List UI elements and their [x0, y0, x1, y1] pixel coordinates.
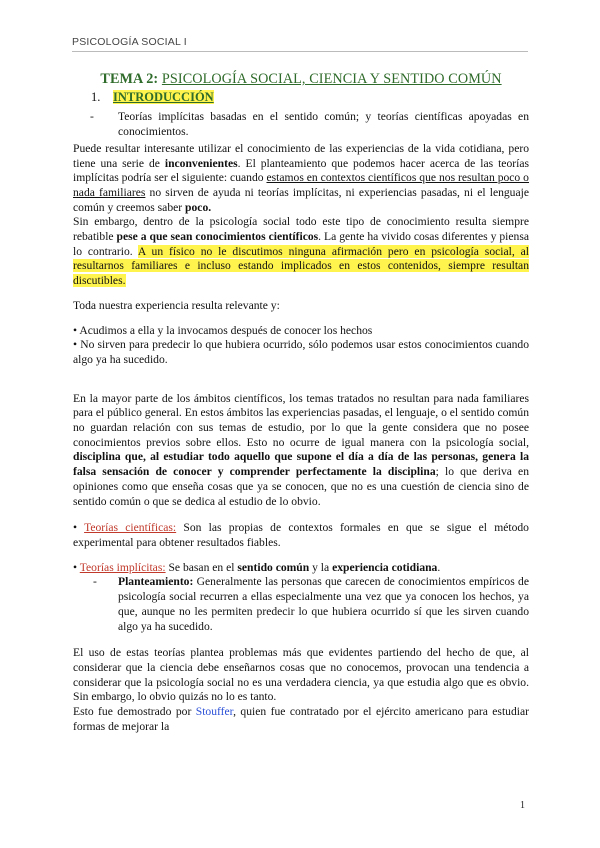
title-prefix: TEMA 2:	[100, 71, 159, 87]
p1-text-a: Puede resultar interesante utilizar el conocimiento de las experiencias de la vida cotidiana, pero tiene una serie de	[73, 141, 529, 170]
document-body	[73, 70, 529, 734]
section-title: INTRODUCCIÓN	[113, 89, 214, 104]
stouffer-name: Stouffer	[195, 705, 234, 719]
bullet-marker: •	[73, 521, 78, 535]
p2-text-a: Sin embargo, dentro de la psicología social todo este tipo de conocimiento resulta siempre rebatible	[73, 215, 529, 244]
spacer	[73, 289, 529, 299]
intro-bullet	[73, 110, 529, 139]
p4-text-c: ; lo que deriva en opiniones como que enseña cosas que ya se conocen, que no es una cuestión de ciencia sino de sentido común o que se dedica al estudio de lo obvio.	[73, 465, 530, 508]
paragraph-ambitos-cientificos	[73, 392, 529, 510]
p2-text-c: . La gente ha vivido cosas diferentes y piensa lo contrario.	[73, 230, 529, 258]
dash-marker: -	[93, 575, 97, 589]
p6-text-c: , quien fue contratado por el ejército americano para estudiar formas de mejorar la	[73, 705, 529, 733]
p2-bold: pese a que sean conocimientos científicos	[116, 230, 319, 244]
section-heading-introduccion	[91, 90, 529, 105]
paragraph-experiencia: Toda nuestra experiencia resulta relevante y:	[73, 298, 280, 312]
running-header: PSICOLOGÍA SOCIAL I	[72, 36, 528, 52]
item-teorias-cientificas	[73, 521, 529, 550]
paragraph-uso-teorias: El uso de estas teorías plantea problemas más que evidentes partiendo del hecho de que, al considerar que la ciencia debe enseñarnos cosas que no conocemos, provocan una tendencia a considerar que la psicología social no es una verdadera ciencia, ya que estudia algo que es obvio. Sin embargo, lo obvio quizás no lo es tanto.	[73, 646, 529, 704]
list-item: • No sirven para predecir lo que hubiera ocurrido, sólo podemos usar estos conocimientos cuando algo ya ha sucedido.	[73, 338, 529, 366]
implicitas-text-a: Se basan en el	[165, 560, 238, 574]
p1-bold-poco: poco.	[185, 200, 212, 214]
item-teorias-implicitas	[73, 561, 529, 576]
page-title	[73, 72, 529, 87]
p4-bold: disciplina que, al estudiar todo aquello que supone el día a día de las personas, genera la falsa sensación de conocer y comprender perfectamente la disciplina	[73, 450, 529, 479]
spacer	[73, 634, 529, 646]
planteamiento-text: Generalmente las personas que carecen de conocimientos empíricos de psicología social recurren a ellas especialmente una vez que ya conocen los hechos, ya que, aunque no les permiten predecir lo que hubiera ocurrido sí que les sirven cuando algo ya ha sucedido.	[118, 575, 529, 633]
p6-text-a: Esto fue demostrado por	[73, 705, 196, 719]
item-planteamiento	[73, 575, 529, 634]
p1-text-c: . El planteamiento que podemos hacer acerca de las teorías implícitas podría ser el siguiente: cuando	[73, 156, 529, 185]
spacer	[73, 551, 529, 561]
p1-text-e: no sirven de ayuda ni teorías implícitas, ni experiencias pasadas, ni el lenguaje común y creemos saber	[73, 185, 529, 214]
label-teorias-cientificas: Teorías científicas:	[84, 521, 177, 535]
p1-bold-inconvenientes: inconvenientes	[164, 156, 238, 170]
list-item: • Acudimos a ella y la invocamos después de conocer los hechos	[73, 323, 373, 337]
section-number: 1.	[91, 89, 101, 104]
spacer	[73, 368, 529, 392]
bullet-marker: •	[73, 560, 78, 574]
dash-marker: -	[90, 110, 94, 124]
intro-bullet-text: Teorías implícitas basadas en el sentido común; y teorías científicas apoyadas en conocimientos.	[118, 110, 529, 139]
paragraph-rebatible	[73, 215, 529, 289]
teorias-cientificas-text: Son las propias de contextos formales en que se sigue el método experimental para obtener resultados fiables.	[73, 521, 529, 549]
p2-highlight: A un físico no le discutimos ninguna afirmación pero en psicología social, al resultarnos familiares e incluso estando implicados en estos contenidos, siempre resultan discutibles.	[73, 244, 530, 288]
paragraph-inconvenientes	[73, 142, 529, 216]
implicitas-text-c: y la	[309, 560, 333, 574]
implicitas-bold-experiencia: experiencia cotidiana	[332, 560, 438, 574]
paragraph-stouffer	[73, 705, 529, 734]
spacer	[73, 509, 529, 521]
p4-text-a: En la mayor parte de los ámbitos científicos, los temas tratados no resultan para nada familiares para el público general. En estos ámbitos las experiencias pasadas, el lenguaje, o el sentido común no guardan relación con sus temas de estudio, por lo que la gente considera que no posee conocimientos previos sobre ellos. Esto no ocurre de igual manera con la psicología social,	[73, 391, 529, 449]
spacer	[73, 314, 529, 324]
label-planteamiento: Planteamiento:	[118, 575, 194, 589]
p1-underlined: estamos en contextos científicos que nos resultan poco o nada familiares	[73, 171, 529, 199]
title-text: PSICOLOGÍA SOCIAL, CIENCIA Y SENTIDO COMÚN	[161, 71, 502, 87]
page-number: 1	[520, 800, 525, 811]
implicitas-bold-sentido-comun: sentido común	[237, 560, 310, 574]
label-teorias-implicitas: Teorías implícitas:	[79, 560, 166, 574]
implicitas-text-e: .	[437, 560, 441, 574]
